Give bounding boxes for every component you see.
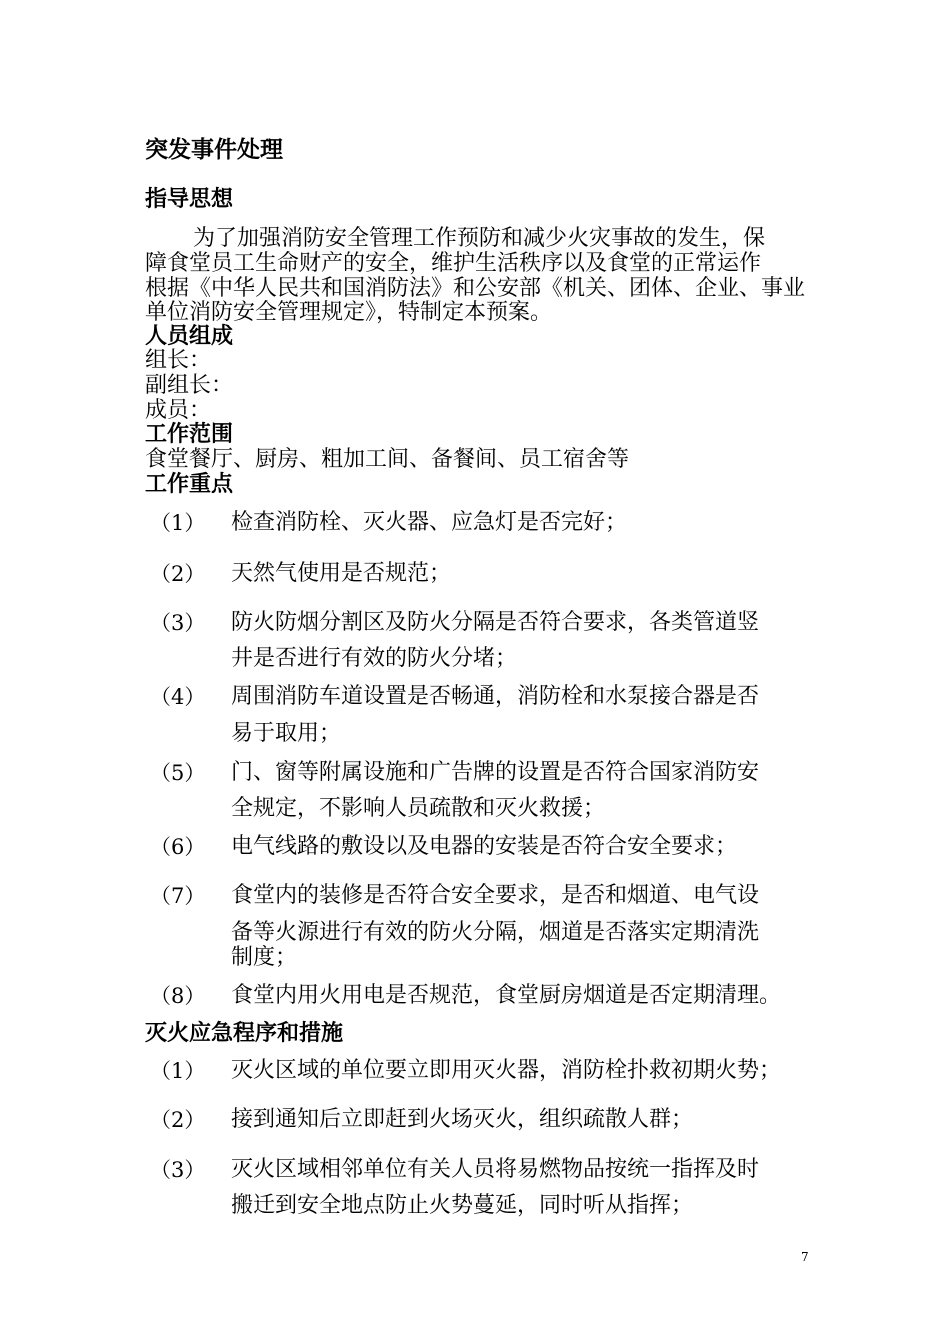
list-item-text: 制度；	[231, 945, 298, 970]
list-item-number: （3）	[150, 1158, 206, 1182]
scope-text: 食堂餐厅、厨房、粗加工间、备餐间、员工宿舍等	[145, 447, 630, 472]
list-item-text: 防火防烟分割区及防火分隔是否符合要求，各类管道竖	[231, 610, 760, 635]
list-item-number: （1）	[150, 511, 206, 535]
list-item-text: 全规定，不影响人员疏散和灭火救援；	[231, 796, 606, 821]
list-item-number: （2）	[150, 1108, 206, 1132]
members-label: 成员：	[145, 398, 212, 423]
list-item-number: （8）	[150, 984, 206, 1008]
list-item-number: （4）	[150, 685, 206, 709]
deputy-label: 副组长：	[145, 373, 234, 398]
guiding-line: 单位消防安全管理规定》，特制定本预案。	[145, 300, 553, 325]
list-item-text: 电气线路的敷设以及电器的安装是否符合安全要求；	[231, 834, 738, 859]
guiding-line: 为了加强消防安全管理工作预防和减少火灾事故的发生，保	[193, 226, 766, 251]
list-item-text: 接到通知后立即赶到火场灭火，组织疏散人群；	[231, 1107, 694, 1132]
list-item-text: 易于取用；	[231, 721, 342, 746]
guiding-line: 根据《中华人民共和国消防法》和公安部《机关、团体、企业、事业	[145, 276, 806, 301]
list-item-text: 周围消防车道设置是否畅通，消防栓和水泵接合器是否	[231, 684, 760, 709]
list-item-text: 检查消防栓、灭火器、应急灯是否完好；	[231, 510, 628, 535]
emergency-heading: 灭火应急程序和措施	[145, 1021, 344, 1046]
section-title: 突发事件处理	[145, 137, 283, 163]
list-item-number: （7）	[150, 884, 206, 908]
list-item-text: 食堂内用火用电是否规范，食堂厨房烟道是否定期清理。	[231, 983, 782, 1008]
guiding-heading: 指导思想	[145, 187, 234, 212]
list-item-text: 搬迁到安全地点防止火势蔓延，同时听从指挥；	[231, 1193, 694, 1218]
list-item-number: （1）	[150, 1059, 206, 1083]
list-item-text: 食堂内的装修是否符合安全要求，是否和烟道、电气设	[231, 883, 760, 908]
list-item-number: （5）	[150, 761, 206, 785]
list-item-number: （2）	[150, 562, 206, 586]
list-item-text: 灭火区域的单位要立即用灭火器，消防栓扑救初期火势；	[231, 1058, 782, 1083]
guiding-line: 障食堂员工生命财产的安全，维护生活秩序以及食堂的正常运作	[145, 251, 762, 276]
scope-heading: 工作范围	[145, 422, 234, 447]
list-item-text: 备等火源进行有效的防火分隔，烟道是否落实定期清洗	[231, 920, 760, 945]
leader-label: 组长：	[145, 348, 212, 373]
list-item-text: 门、窗等附属设施和广告牌的设置是否符合国家消防安	[231, 760, 760, 785]
list-item-text: 天然气使用是否规范；	[231, 561, 452, 586]
list-item-text: 井是否进行有效的防火分堵；	[231, 646, 518, 671]
list-item-number: （3）	[150, 611, 206, 635]
page-number: 7	[801, 1250, 809, 1264]
focus-heading: 工作重点	[145, 472, 234, 497]
list-item-text: 灭火区域相邻单位有关人员将易燃物品按统一指挥及时	[231, 1157, 760, 1182]
personnel-heading: 人员组成	[145, 324, 234, 349]
list-item-number: （6）	[150, 835, 206, 859]
